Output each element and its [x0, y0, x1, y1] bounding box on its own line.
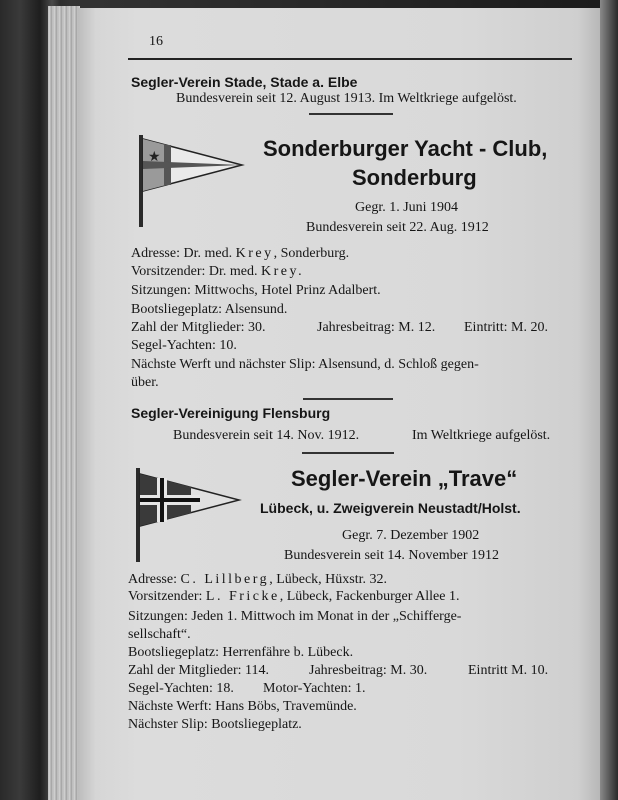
page-number: 16 [149, 34, 163, 49]
sonderburg-fee: Jahresbeitrag: M. 12. [317, 320, 436, 335]
flensburg-title: Segler-Vereinigung Flensburg [131, 405, 331, 421]
stade-title: Segler-Verein Stade, Stade a. Elbe [131, 74, 358, 90]
sonderburg-founded: Gegr. 1. Juni 1904 [355, 200, 459, 215]
flensburg-member-since: Bundesverein seit 14. Nov. 1912. [173, 428, 360, 443]
stade-note: Bundesverein seit 12. August 1913. Im Weltkriege aufgelöst. [176, 91, 517, 106]
sonderburg-city: Sonderburg [352, 165, 477, 190]
right-page-edge [600, 0, 618, 800]
sonderburg-pennant-icon [136, 135, 248, 227]
trave-slip: Nächster Slip: Bootsliegeplatz. [128, 717, 302, 732]
trave-chair: Vorsitzender: L. Fricke, Lübeck, Fackenburger Allee 1. [128, 589, 460, 604]
trave-pennant-icon [133, 468, 245, 562]
separator [302, 452, 394, 454]
sonderburg-member-since: Bundesverein seit 22. Aug. 1912 [306, 220, 489, 235]
separator [303, 398, 393, 400]
sonderburg-yachts: Segel-Yachten: 10. [131, 338, 237, 353]
flensburg-note: Im Weltkriege aufgelöst. [412, 428, 551, 443]
sonderburg-shipyard-cont: über. [131, 375, 159, 390]
sonderburg-members: Zahl der Mitglieder: 30. [131, 320, 266, 335]
trave-founded: Gegr. 7. Dezember 1902 [342, 528, 480, 543]
sonderburg-entry: Eintritt: M. 20. [464, 320, 548, 335]
trave-motor-yachts: Motor-Yachten: 1. [263, 681, 366, 696]
page-stack-edge [48, 6, 80, 800]
trave-shipyard: Nächste Werft: Hans Böbs, Travemünde. [128, 699, 357, 714]
separator [309, 113, 393, 115]
trave-member-since: Bundesverein seit 14. November 1912 [284, 548, 500, 563]
sonderburg-meetings: Sitzungen: Mittwochs, Hotel Prinz Adalbert. [131, 283, 381, 298]
header-rule [128, 58, 572, 60]
trave-mooring: Bootsliegeplatz: Herrenfähre b. Lübeck. [128, 645, 354, 660]
trave-address: Adresse: C. Lillberg, Lübeck, Hüxstr. 32. [128, 572, 388, 587]
trave-subtitle: Lübeck, u. Zweigverein Neustadt/Holst. [260, 500, 521, 516]
trave-meetings: Sitzungen: Jeden 1. Mittwoch im Monat in der „Schifferge- [128, 609, 462, 624]
trave-fee: Jahresbeitrag: M. 30. [309, 663, 428, 678]
sonderburg-chair: Vorsitzender: Dr. med. Krey. [131, 264, 305, 279]
trave-members: Zahl der Mitglieder: 114. [128, 663, 269, 678]
sonderburg-shipyard: Nächste Werft und nächster Slip: Alsensund, d. Schloß gegen- [131, 357, 479, 372]
sonderburg-mooring: Bootsliegeplatz: Alsensund. [131, 302, 288, 317]
trave-sail-yachts: Segel-Yachten: 18. [128, 681, 234, 696]
trave-entry: Eintritt M. 10. [468, 663, 549, 678]
svg-text:★: ★ [148, 150, 161, 165]
trave-title: Segler-Verein „Trave“ [291, 466, 518, 491]
sonderburg-address: Adresse: Dr. med. Krey, Sonderburg. [131, 246, 350, 261]
trave-meetings-cont: sellschaft“. [128, 627, 191, 642]
sonderburg-title: Sonderburger Yacht - Club, [263, 136, 548, 161]
